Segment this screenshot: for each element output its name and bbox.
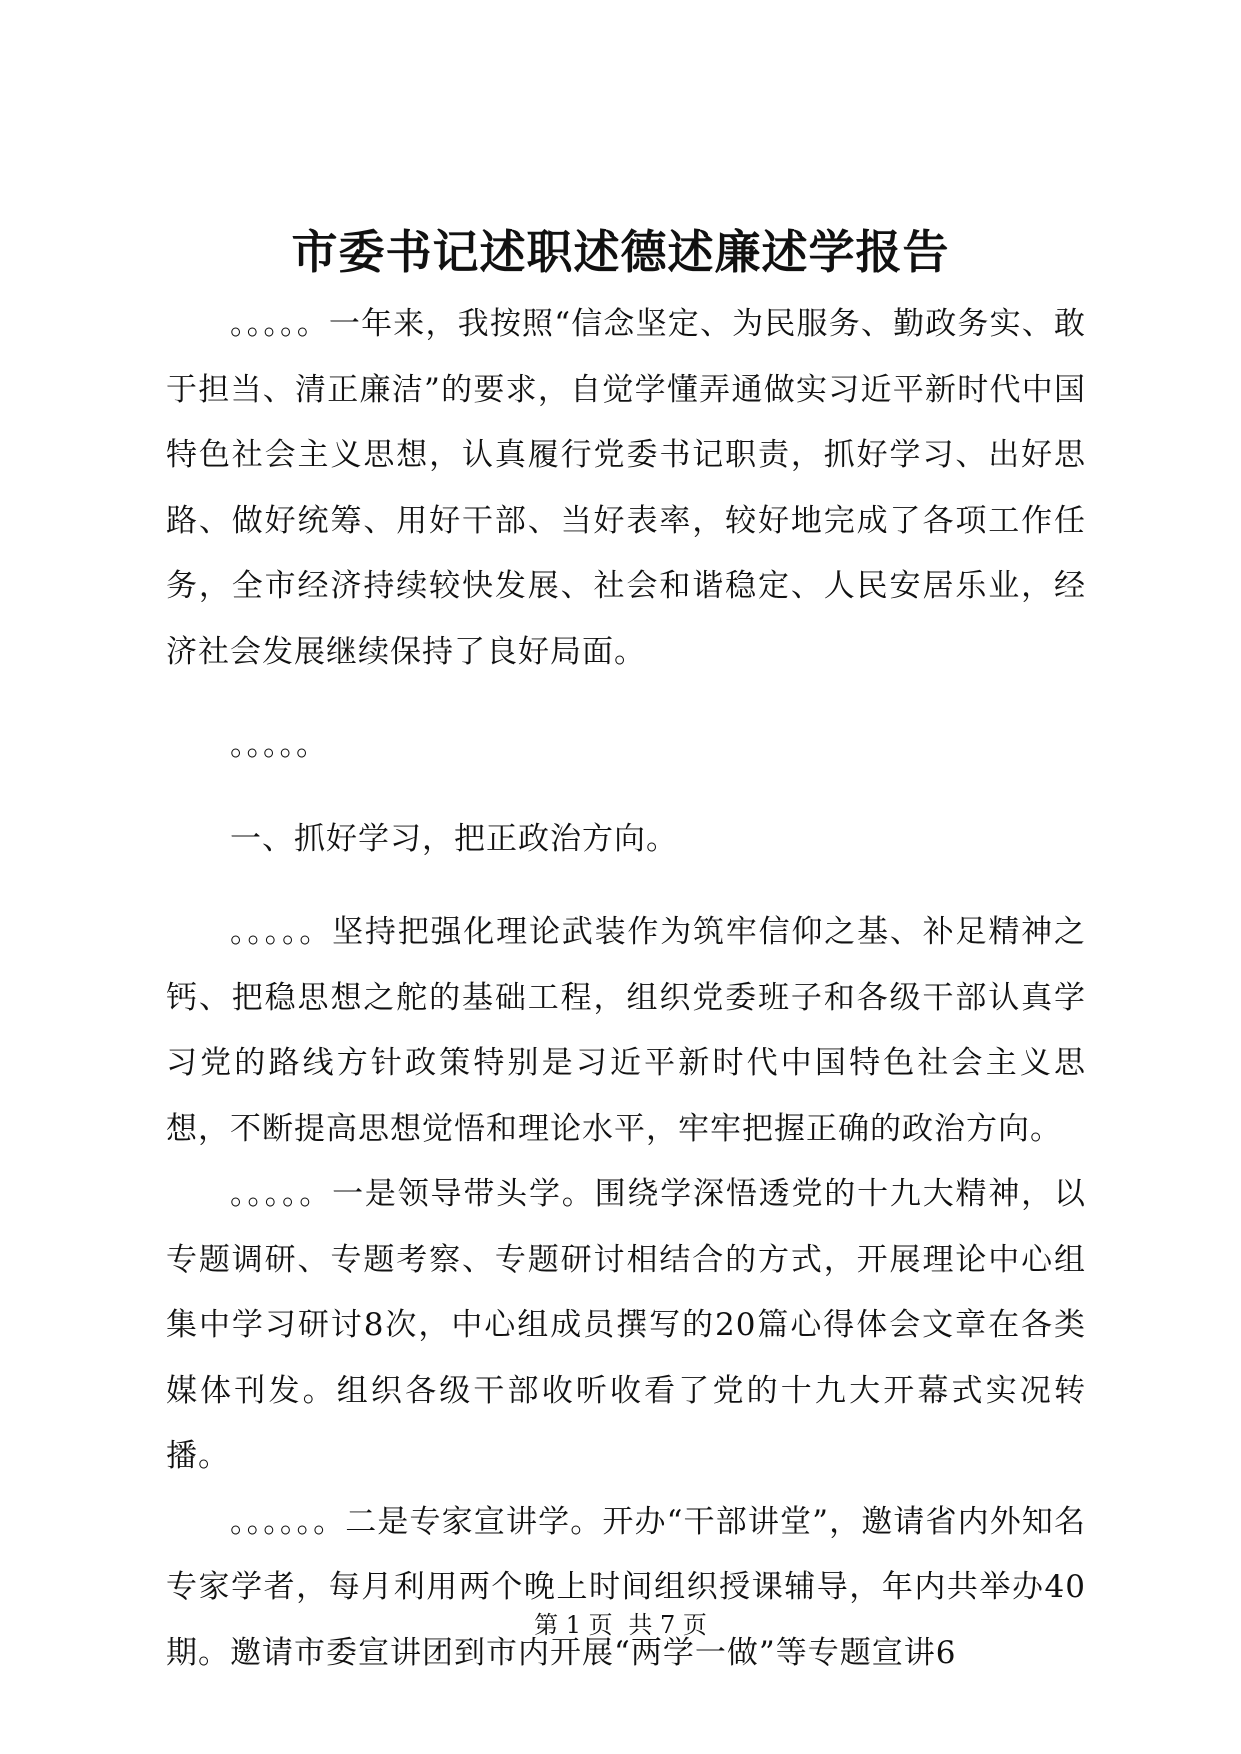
- page-number: 第 1 页: [534, 1611, 613, 1639]
- page-footer: [0, 1610, 1241, 1640]
- document-body: [166, 292, 1086, 1686]
- section-heading: 一、抓好学习，把正政治方向。: [230, 820, 678, 857]
- paragraph-leaders-study: 。。。。。一是领导带头学。围绕学深悟透党的十九大精神，以专题调研、专题考察、专题研讨相结合的方式，开展理论中心组集中学习研讨8次，中心组成员撰写的20篇心得体会文章在各类媒体刊发。组织各级干部收听收看了党的十九大开幕式实况转播。: [166, 1176, 1086, 1474]
- document-title: 市委书记述职述德述廉述学报告: [291, 225, 950, 279]
- paragraph-expert-lectures: 。。。。。。二是专家宣讲学。开办“干部讲堂”，邀请省内外知名专家学者，每月利用两个晚上时间组织授课辅导，年内共举办40期。邀请市委宣讲团到市内开展“两学一做”等专题宣讲6: [166, 1503, 1086, 1671]
- paragraph-theory: 。。。。。坚持把强化理论武装作为筑牢信仰之基、补足精神之钙、把稳思想之舵的基础工程，组织党委班子和各级干部认真学习党的路线方针政策特别是习近平新时代中国特色社会主义思想，不断提高思想觉悟和理论水平，牢牢把握正确的政治方向。: [166, 914, 1086, 1147]
- paragraph-ellipsis: 。。。。。: [230, 727, 328, 763]
- page-total: 共 7 页: [628, 1611, 707, 1639]
- paragraph-intro: 。。。。。一年来，我按照“信念坚定、为民服务、勤政务实、敢于担当、清正廉洁”的要求，自觉学懂弄通做实习近平新时代中国特色社会主义思想，认真履行党委书记职责，抓好学习、出好思路、做好统筹、用好干部、当好表率，较好地完成了各项工作任务，全市经济持续较快发展、社会和谐稳定、人民安居乐业，经济社会发展继续保持了良好局面。: [166, 306, 1086, 670]
